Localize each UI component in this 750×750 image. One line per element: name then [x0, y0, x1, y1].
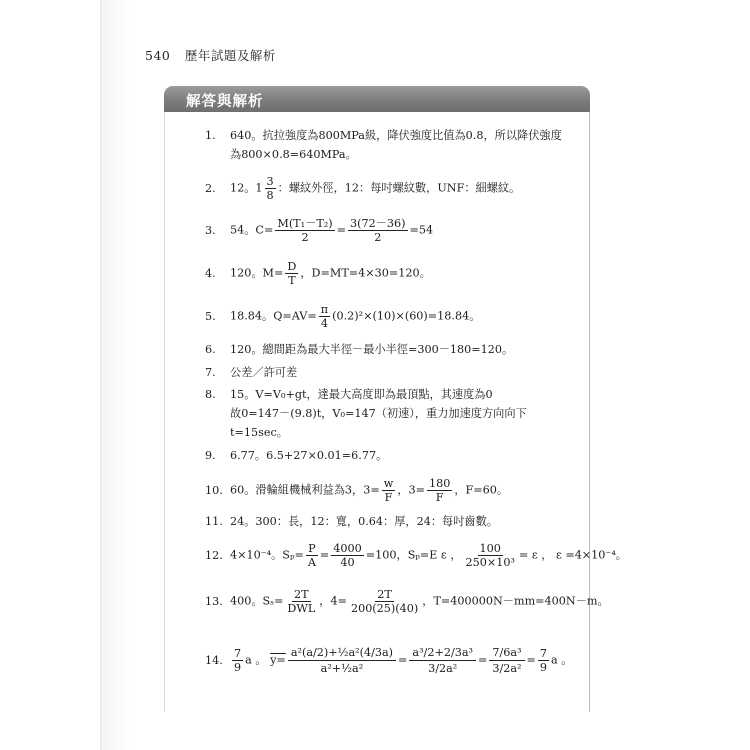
item-number: 4. — [205, 266, 216, 280]
item-text: 400。Sₛ= $\frac{2T}{\text{DWL}}$ ，4= $\frac{2T}{200(25)(40)}$ ，T=400000N－mm=400N－m。 — [230, 588, 609, 615]
item-text: 24。300：長，12：寬，0.64：厚，24：每吋齒數。 — [230, 515, 498, 528]
page-header — [145, 46, 276, 64]
item-text: 120。總間距為最大半徑－最小半徑=300－180=120。 — [230, 343, 514, 356]
answer-item-1-cont: 為800×0.8=640MPa。 — [230, 148, 357, 161]
page-number: 540 — [145, 48, 171, 63]
answer-item-1 — [205, 127, 562, 145]
item-text: 公差／許可差 — [230, 366, 298, 379]
item-text: 6.77。6.5+27×0.01=6.77。 — [230, 449, 388, 462]
item-text: 15。V=V₀+gt，達最大高度即為最頂點，其速度為0 — [230, 388, 493, 401]
item-text: 120。M= $\frac{D}{T}$ ，D=MT=4×30=120。 — [230, 260, 431, 287]
item-number: 8. — [205, 388, 216, 401]
item-text: 18.84。Q=AV= $\frac{\pi}{4}$ (0.2)²×(10)×(60)=18.84。 — [230, 303, 481, 330]
answer-item-8-cont-2: t=15sec。 — [230, 426, 288, 439]
answer-item-14 — [205, 645, 572, 676]
section-banner — [164, 86, 590, 112]
item-number: 12. — [205, 548, 223, 562]
item-number: 2. — [205, 181, 216, 195]
item-number: 10. — [205, 483, 223, 497]
answer-item-9 — [205, 447, 387, 465]
answer-item-3 — [205, 217, 433, 244]
item-number: 1. — [205, 129, 216, 142]
item-number: 11. — [205, 515, 223, 528]
item-text: 12。1 $\frac{3}{8}$ ：螺紋外徑，12：每吋螺紋數，UNF：細螺紋。 — [230, 175, 521, 202]
section-title: 解答與解析 — [186, 94, 264, 110]
item-number: 3. — [205, 223, 216, 237]
answer-item-8 — [205, 386, 493, 404]
item-number: 7. — [205, 366, 216, 379]
answer-item-6 — [205, 341, 513, 359]
answer-item-10 — [205, 477, 508, 504]
section-border-left — [164, 112, 165, 712]
answer-item-12 — [205, 542, 627, 569]
item-text: 60。滑輪組機械利益為3，3= $\frac{w}{F}$ ，3= $\frac{180}{F}$ ，F=60。 — [230, 477, 509, 504]
item-text: $\frac{7}{9}$ a 。 y= $\frac{\text{a²(a/2)+½a²(4/3a)}}{\text{a²+½a²}}$ = $\frac{\text{a³/2+2/3a³}}{\text{3/2a²}}$ = $\frac{\text{7/6a³}}{\text{3/2a²}}$ = $\frac{7}{9}$ a 。 — [234, 646, 573, 675]
answer-item-2 — [205, 175, 520, 202]
item-text: 640。抗拉強度為800MPa級，降伏強度比值為0.8，所以降伏強度 — [230, 129, 562, 142]
item-text: 4×10⁻⁴。Sₚ= $\frac{P}{A}$ = $\frac{4000}{40}$ =100，Sₚ=E ε ， $\frac{100}{\text{250×10³}}$ = ε ， ε =4×10⁻⁴。 — [230, 542, 627, 569]
item-number: 13. — [205, 594, 223, 608]
answer-item-8-cont-1: 故0=147－(9.8)t，V₀=147（初速），重力加速度方向向下 — [230, 407, 527, 420]
section-border-right — [589, 112, 590, 712]
answer-item-7 — [205, 364, 297, 382]
answer-item-4 — [205, 260, 431, 287]
answer-item-5 — [205, 303, 480, 330]
answer-item-11 — [205, 513, 498, 531]
book-title: 歷年試題及解析 — [184, 48, 276, 63]
item-number: 9. — [205, 449, 216, 462]
item-number: 6. — [205, 343, 216, 356]
item-text: 54。C= $\frac{\text{M(T₁－T₂)}}{2}$ = $\frac{3(72-36)}{2}$ =54 — [230, 217, 434, 244]
item-number: 14. — [205, 653, 223, 667]
book-page — [102, 0, 652, 750]
answer-item-13 — [205, 588, 609, 615]
item-number: 5. — [205, 309, 216, 323]
